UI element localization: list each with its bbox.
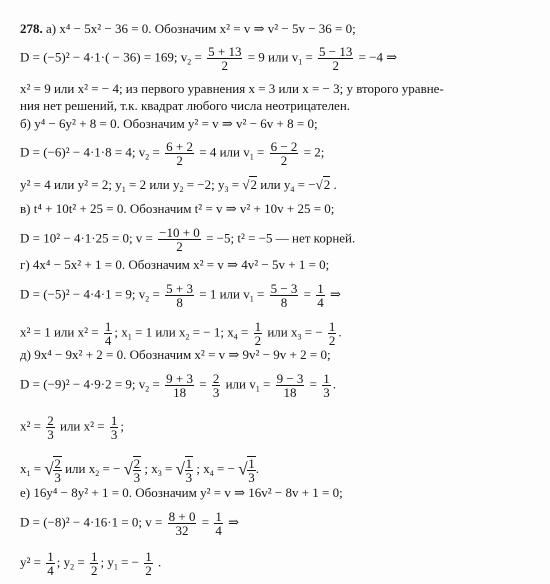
fraction-numerator: 6 + 2	[166, 139, 193, 154]
formula-text: =	[165, 460, 173, 476]
fraction-numerator: √ 2	[133, 456, 141, 471]
formula-text: D = 10² − 4·1·25 = 0; v =	[20, 230, 153, 246]
subscript: 2	[95, 468, 100, 478]
fraction-numerator: √ 1	[248, 456, 255, 471]
fraction-numerator: 1	[47, 549, 54, 564]
formula-text: = −	[121, 554, 139, 570]
fraction	[270, 140, 299, 167]
formula-text: = − 1; x	[192, 324, 234, 340]
fraction-numerator: 2	[47, 413, 54, 428]
roots-line-e	[20, 456, 259, 484]
part-f-statement: е) 16y⁴ − 8y² + 1 = 0. Обозначим y² = v ⇒ 16v² − 8v + 1 = 0;	[20, 485, 343, 500]
fraction-denominator: 8	[280, 295, 288, 310]
fraction-numerator: 5 − 3	[270, 281, 298, 296]
subscript: 2	[145, 152, 150, 162]
fraction-numerator: 1	[215, 509, 222, 524]
fraction	[247, 456, 256, 484]
formula-text: .	[338, 324, 342, 340]
subscript: 1	[121, 185, 126, 194]
discriminant-line-f	[20, 510, 239, 537]
formula-text: или x	[267, 324, 298, 340]
formula-text: x	[20, 460, 27, 476]
fraction-denominator: 2	[176, 153, 183, 168]
subscript: 2	[145, 384, 150, 394]
formula-text: ; x	[114, 324, 128, 340]
fraction-denominator: 2	[145, 563, 152, 578]
fraction	[165, 140, 194, 167]
formula-text: ;	[120, 418, 124, 434]
formula-text: ⇒	[330, 286, 341, 302]
subscript: 4	[233, 332, 238, 342]
fraction	[90, 550, 99, 577]
fraction-denominator: 4	[215, 523, 222, 538]
radicand: 2	[250, 177, 257, 192]
fraction-denominator: 18	[283, 385, 297, 400]
formula-text: =	[77, 554, 85, 570]
formula-text: D = (−8)² − 4·16·1 = 0; v =	[20, 514, 163, 530]
fraction-denominator: 2	[328, 333, 336, 348]
fraction	[53, 456, 62, 484]
formula-text: = 4 или v	[199, 144, 250, 160]
fraction-denominator: 3	[248, 470, 255, 485]
fraction-numerator: 8 + 0	[168, 509, 196, 524]
square-root	[176, 456, 194, 484]
fraction-numerator: 1	[317, 281, 324, 296]
part-b-statement: б) y⁴ − 6y² + 8 = 0. Обозначим y² = v ⇒ v² − 6v + 8 = 0;	[20, 116, 318, 131]
fraction-denominator: 2	[254, 333, 262, 348]
fraction	[110, 414, 119, 441]
fraction-denominator: 2	[90, 563, 98, 578]
fraction	[133, 456, 142, 484]
sqrt-symbol: √	[315, 177, 323, 192]
formula-text: ; x	[144, 460, 158, 476]
fraction-numerator: 1	[254, 319, 262, 334]
fraction	[168, 510, 197, 537]
formula-text: =	[201, 514, 210, 530]
subscript: 2	[145, 294, 150, 304]
formula-text: или x	[65, 460, 96, 476]
fraction-numerator: √ 1	[185, 456, 193, 471]
fraction	[165, 372, 194, 399]
formula-text: ; x	[196, 460, 210, 476]
formula-text: .	[154, 554, 162, 570]
formula-text: D = (−9)² − 4·9·2 = 9; v	[20, 376, 146, 392]
discriminant-line-d: D = (−5)² − 4·4·1 = 9; $v_2$ = $\frac{5 + 3}{8}$ = 1 или $v_1$ = $\frac{5 - 3}{8}$ = $\frac{1}{4}$ ⇒	[20, 281, 341, 310]
formula-text: = −2; y	[186, 177, 225, 192]
subscript: 2	[70, 562, 75, 572]
fraction	[212, 372, 221, 399]
formula-text: x² = 1 или x² =	[20, 324, 99, 340]
formula-text: =	[309, 376, 318, 392]
fraction-numerator: √ 2	[54, 456, 61, 471]
formula-text: = −5; t² = −5 — нет корней.	[206, 230, 356, 246]
discriminant-line-a: D = (−5)² − 4·1·( − 36) = 169; $v_2$ = $\frac{5 + 13}{2}$ = 9 или $v_1$ = $\frac{5 - 13}{2}$ = −4 ⇒	[20, 44, 398, 73]
discriminant-line-c	[20, 226, 355, 253]
formula-text: .	[255, 460, 259, 476]
formula-text: =	[241, 324, 249, 340]
fraction-numerator: 5 + 13	[208, 44, 242, 59]
fraction-numerator: 1	[328, 319, 336, 334]
fraction-numerator: 1	[145, 549, 152, 564]
square-root	[124, 456, 142, 484]
fraction-denominator: 3	[110, 427, 118, 442]
fraction	[318, 45, 353, 72]
square-root	[238, 456, 256, 484]
fraction	[316, 282, 325, 309]
fraction-denominator: 2	[280, 153, 288, 168]
formula-text: = −	[217, 460, 235, 476]
fraction-denominator: 3	[133, 470, 141, 485]
formula-text: D = (−5)² − 4·1·( − 36) = 169; v	[20, 49, 188, 65]
subscript: 2	[185, 332, 190, 342]
formula-text: = 2;	[303, 144, 325, 160]
radicand: 2	[323, 177, 331, 192]
subscript: 1	[255, 384, 260, 394]
formula-text: = 9 или v	[247, 49, 299, 65]
fraction	[144, 550, 153, 577]
fraction	[254, 320, 263, 347]
fraction-numerator: 1	[110, 413, 118, 428]
subscript: 2	[187, 57, 192, 67]
roots-line-b	[20, 177, 337, 194]
formula-text: ; y	[100, 554, 114, 570]
formula-text: =	[199, 376, 207, 392]
fraction-numerator: 1	[90, 549, 98, 564]
subscript: 4	[209, 468, 214, 478]
formula-text: ; y	[56, 554, 71, 570]
problem-number: 278.	[20, 21, 43, 36]
fraction-denominator: 3	[47, 427, 54, 442]
subscript: 1	[113, 562, 118, 572]
formula-text: x² =	[20, 418, 41, 434]
formula-text: = −4 ⇒	[358, 49, 398, 65]
problem-278-part-a-statement	[20, 22, 356, 35]
formula-text: =	[231, 177, 240, 192]
fraction	[322, 372, 331, 399]
fraction-denominator: 4	[104, 333, 112, 348]
formula-text: = −	[304, 324, 323, 340]
part-c-statement: в) t⁴ + 10t² + 25 = 0. Обозначим t² = v ⇒ v² + 10v + 25 = 0;	[20, 201, 335, 216]
fraction-denominator: 18	[173, 385, 187, 400]
fraction-denominator: 4	[47, 563, 54, 578]
fraction-denominator: 32	[175, 523, 189, 538]
subscript: 4	[290, 185, 295, 194]
part-d-statement: г) 4x⁴ − 5x² + 1 = 0. Обозначим x² = v ⇒ 4v² − 5v + 1 = 0;	[20, 257, 330, 272]
roots-line-d	[20, 320, 342, 347]
fraction	[185, 456, 194, 484]
formula-text: = 1 или x	[134, 324, 186, 340]
fraction	[158, 226, 201, 253]
fraction-numerator: 1	[104, 319, 112, 334]
subscript: 2	[179, 185, 184, 194]
formula-text: .	[330, 177, 337, 192]
formula-text: = 2 или y	[128, 177, 180, 192]
fraction-denominator: 3	[185, 470, 193, 485]
formula-text: = −	[102, 460, 121, 476]
equation-text: а) x⁴ − 5x² − 36 = 0. Обозначим x² = v ⇒ v² − 5v − 36 = 0;	[46, 21, 356, 36]
fraction	[276, 372, 305, 399]
fraction	[46, 550, 55, 577]
fraction	[328, 320, 337, 347]
formula-text: или y	[260, 177, 291, 192]
fraction-numerator: 9 − 3	[276, 371, 304, 386]
subscript: 1	[26, 468, 31, 478]
formula-text: или v	[225, 376, 256, 392]
fraction-numerator: 5 + 3	[166, 281, 193, 296]
subscript: 1	[127, 332, 132, 342]
part-e-statement: д) 9x⁴ − 9x² + 2 = 0. Обозначим x² = v ⇒ 9v² − 9v + 2 = 0;	[20, 347, 331, 362]
discriminant-line-e: D = (−9)² − 4·9·2 = 9; $v_2$ = $\frac{9 + 3}{18}$ = $\frac{2}{3}$ или $v_1$ = $\frac{9 - 3}{18}$ = $\frac{1}{3}$ .	[20, 371, 337, 400]
fraction-denominator: 2	[176, 239, 183, 254]
fraction-denominator: 8	[176, 295, 183, 310]
subscript: 1	[249, 152, 254, 162]
subscript: 3	[297, 332, 302, 342]
formula-text: или x² =	[59, 418, 105, 434]
explanation-line-2: ния нет решений, т.к. квадрат любого числа неотрицателен.	[20, 98, 351, 113]
formula-text: y² = 4 или y² = 2; y	[20, 177, 122, 192]
squares-line-e	[20, 414, 124, 441]
formula-text: .	[332, 376, 337, 392]
subscript: 1	[298, 57, 303, 67]
discriminant-line-b: D = (−6)² − 4·1·8 = 4; $v_2$ = $\frac{6 + 2}{2}$ = 4 или $v_1$ = $\frac{6 - 2}{2}$ = 2;	[20, 139, 325, 168]
fraction-numerator: 2	[212, 371, 220, 386]
fraction-denominator: 4	[317, 295, 324, 310]
sqrt-symbol: √	[242, 177, 250, 192]
subscript: 3	[224, 185, 229, 194]
fraction-numerator: 1	[323, 371, 330, 386]
fraction	[207, 45, 242, 72]
fraction	[104, 320, 113, 347]
fraction-numerator: 6 − 2	[270, 139, 298, 154]
explanation-line-1: x² = 9 или x² = − 4; из первого уравнения x = 3 или x = − 3; у второго уравне-	[20, 81, 444, 96]
formula-text: ⇒	[228, 514, 239, 530]
subscript: 3	[157, 468, 162, 478]
fraction-denominator: 3	[54, 470, 61, 485]
fraction-numerator: 9 + 3	[166, 371, 193, 386]
formula-text: =	[33, 460, 42, 476]
fraction-denominator: 2	[221, 58, 229, 73]
formula-text: = 1 или v	[199, 286, 250, 302]
fraction-numerator: 5 − 13	[319, 44, 353, 59]
fraction-denominator: 2	[332, 58, 339, 73]
fraction	[165, 282, 194, 309]
subscript: 1	[249, 294, 254, 304]
formula-text: D = (−6)² − 4·1·8 = 4; v	[20, 144, 146, 160]
fraction-numerator: −10 + 0	[159, 225, 200, 240]
formula-text: D = (−5)² − 4·4·1 = 9; v	[20, 286, 146, 302]
formula-text: = −	[297, 177, 316, 192]
fraction-denominator: 3	[212, 385, 220, 400]
fraction-denominator: 3	[323, 385, 330, 400]
formula-text: =	[303, 286, 311, 302]
formula-text: y² =	[20, 554, 41, 570]
fraction	[270, 282, 299, 309]
roots-line-f	[20, 550, 161, 577]
fraction	[214, 510, 223, 537]
square-root	[44, 456, 62, 484]
fraction	[46, 414, 55, 441]
